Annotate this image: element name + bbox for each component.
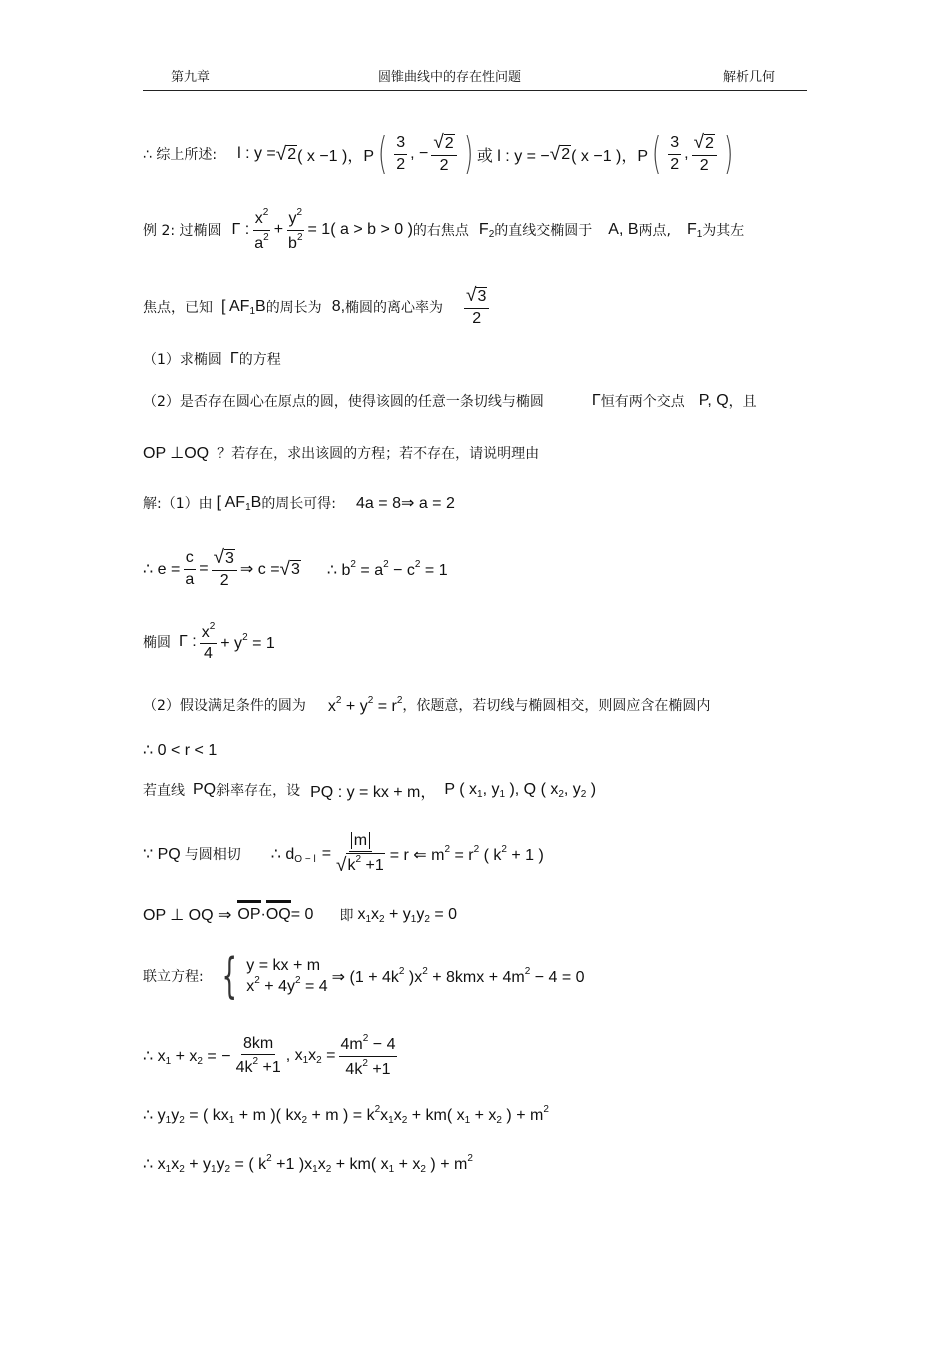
question-2-cont bbox=[143, 442, 813, 464]
fraction: $\frac{x^2}{a^2}$ bbox=[254, 207, 269, 252]
math: ∵ PQ bbox=[143, 846, 181, 863]
vector-oq: OQ bbox=[265, 906, 291, 923]
math: 4a = 8⇒ a = 2 bbox=[356, 495, 455, 512]
math: = 1( a > b > 0 ) bbox=[307, 221, 413, 238]
text: 解:（1）由 bbox=[143, 496, 213, 512]
sqrt: √ 3 bbox=[279, 558, 300, 580]
math: OP ⊥ OQ ⇒ bbox=[143, 907, 232, 924]
fraction: √ 2 2 bbox=[692, 133, 717, 175]
line-pq-setup: 若直线 PQ 斜率存在，设 PQ : y = kx + m， P ( $x_1$, $y_1$ ), Q ( $x_2$, $y_2$ ) bbox=[143, 780, 597, 801]
fraction: $\frac{3}{2}$ bbox=[670, 134, 680, 173]
perpendicular-condition: OP ⊥ OQ ⇒ OP · OQ = 0 即 $x_1x_2 + y_1y_2 = 0$ bbox=[143, 905, 458, 925]
fraction: √ 3 2 bbox=[212, 548, 237, 590]
math: Γ : bbox=[231, 221, 250, 238]
vector-op: OP bbox=[237, 906, 261, 923]
math: ( x −1 )，P bbox=[571, 147, 649, 165]
math: = bbox=[199, 560, 209, 577]
text: 的周长为 bbox=[265, 300, 322, 316]
system: y = kx + m $x^2 + 4y^2 = 4$ bbox=[246, 956, 328, 995]
text: 即 bbox=[339, 908, 354, 924]
text: ？若存在，求出该圆的方程；若不存在，请说明理由 bbox=[217, 446, 540, 462]
text: （2）是否存在圆心在原点的圆，使得该圆的任意一条切线与椭圆 bbox=[143, 394, 544, 410]
text: （1）求椭圆 bbox=[143, 352, 222, 368]
math: ∴ e = bbox=[143, 561, 181, 578]
text: 的右焦点 bbox=[412, 223, 469, 239]
math: Γ : bbox=[179, 633, 197, 650]
fraction: $\frac{3}{2}$ bbox=[396, 134, 406, 173]
fraction: √ 3 2 bbox=[464, 286, 489, 328]
tangent-condition: ∵ PQ 与圆相切 ∴ $d_{O - l}$ = m √ $k^2 +1$ = r ⇐ $m^2 = r^2$ ( $k^2 + 1$ ) bbox=[143, 831, 544, 876]
fraction: $\frac{4m^2 - 4}{4k^2 +1}$ bbox=[340, 1033, 396, 1078]
math: 8, bbox=[331, 298, 346, 315]
text: 与圆相切 bbox=[184, 847, 241, 863]
solution-2-start: （2）假设满足条件的圆为 $x^2 + y^2 = r^2$ ，依题意，若切线与椭圆相交，则圆应含在椭圆内 bbox=[143, 694, 711, 715]
math: 或 l : y = − bbox=[476, 147, 550, 165]
math: l : y = bbox=[237, 145, 276, 162]
math: , − bbox=[410, 145, 429, 162]
math: Γ bbox=[591, 392, 601, 409]
text: 斜率存在，设 bbox=[216, 783, 301, 799]
y1y2-expansion: ∴ $y_1y_2$ = ( $kx_1 + m$ )( $kx_2 + m$ ) = $k^2x_1x_2 + km$( $x_1 + x_2$ ) + $m^2$ bbox=[143, 1104, 549, 1126]
text: 两点, bbox=[638, 223, 671, 239]
text: ，依题意，若切线与椭圆相交，则圆应含在椭圆内 bbox=[402, 698, 711, 714]
question-2 bbox=[143, 390, 813, 412]
math: PQ bbox=[193, 781, 217, 798]
math: , bbox=[684, 145, 689, 162]
math: Γ bbox=[229, 350, 239, 367]
text: 的周长可得: bbox=[261, 496, 337, 512]
header-rule bbox=[143, 90, 807, 91]
math: A, B bbox=[608, 221, 639, 238]
math: OP ⊥OQ bbox=[143, 445, 210, 462]
math: PQ : y = kx + m， bbox=[310, 783, 437, 801]
dot-product-expansion: ∴ $x_1x_2 + y_1y_2$ = ( $k^2 +1$ )$x_1x_2 + km$( $x_1 + x_2$ ) + $m^2$ bbox=[143, 1153, 473, 1175]
math: ⇒ c = bbox=[239, 561, 280, 578]
text: 椭圆 bbox=[143, 635, 171, 651]
text: ，且 bbox=[728, 394, 757, 410]
header-chapter: 第九章 bbox=[171, 70, 211, 85]
text: （2）假设满足条件的圆为 bbox=[143, 698, 306, 714]
fraction: √ 2 2 bbox=[431, 133, 456, 175]
example-2-line: 例 2: 过椭圆 Γ : $\frac{x^2}{a^2}$ + $\frac{y^2}{b^2}$ = 1( a > b > 0 ) 的右焦点 $F_2$ 的直线交椭圆于 A, B 两点, $F_1$ 为其左 bbox=[143, 207, 745, 252]
text: ∴ 综上所述: bbox=[143, 147, 218, 163]
text: 恒有两个交点 bbox=[600, 394, 685, 410]
fraction: $\frac{8km}{4k^2 +1}$ bbox=[235, 1034, 281, 1076]
summary-line: ∴ 综上所述: l : y = √ 2 ( x −1 )，P ( $\frac{3}{2}$ , − √ 2 2 ) 或 l : y = − √ 2 ( x −1 )，P ( $\frac{3}{2}$ , √ 2 2 ) bbox=[143, 128, 734, 179]
fraction: m √ $k^2 +1$ bbox=[336, 831, 384, 876]
system-of-equations: 联立方程: { y = kx + m $x^2 + 4y^2 = 4$ ⇒ ($1 + 4k^2$ )$x^2 + 8kmx + 4m^2 - 4 = 0$ bbox=[143, 948, 585, 1004]
math: P, Q bbox=[698, 392, 729, 409]
vieta-line: ∴ $x_1 + x_2$ = − $\frac{8km}{4k^2 +1}$ , $x_1x_2$ = $\frac{4m^2 - 4}{4k^2 +1}$ bbox=[143, 1033, 396, 1078]
text: 椭圆的离心率为 bbox=[345, 300, 444, 316]
question-1 bbox=[143, 348, 813, 370]
fraction: $\frac{c}{a}$ bbox=[185, 549, 195, 588]
r-range bbox=[143, 738, 813, 762]
fraction: $\frac{y^2}{b^2}$ bbox=[288, 207, 303, 252]
header-subject: 解析几何 bbox=[723, 70, 776, 85]
header-title: 圆锥曲线中的存在性问题 bbox=[378, 70, 522, 85]
text: 的方程 bbox=[238, 352, 281, 368]
math: + bbox=[273, 221, 284, 238]
math: · bbox=[260, 906, 266, 923]
eccentricity-line: ∴ e = $\frac{c}{a}$ = √ 3 2 ⇒ c = √ 3 ∴ $b^2 = a^2 - c^2 = 1$ bbox=[143, 547, 448, 589]
sqrt: √ 2 bbox=[275, 143, 297, 165]
text: 焦点，已知 bbox=[143, 300, 213, 316]
text: 联立方程: bbox=[143, 969, 204, 985]
ellipse-equation: 椭圆 Γ : $\frac{x^2}{4}$ + $y^2 = 1$ bbox=[143, 620, 275, 662]
text: 的直线交椭圆于 bbox=[494, 223, 593, 239]
math: = bbox=[321, 845, 332, 862]
math: = 0 bbox=[290, 906, 314, 923]
math: ∴ 0 < r < 1 bbox=[143, 742, 218, 759]
math: ( x −1 )，P bbox=[297, 147, 375, 165]
text: 为其左 bbox=[702, 223, 745, 239]
sqrt: √ 2 bbox=[549, 143, 571, 165]
solution-1-start: 解:（1）由 [ $AF_1B$ 的周长可得: 4a = 8⇒ a = 2 bbox=[143, 493, 455, 513]
given-line: 焦点，已知 [ $AF_1B$ 的周长为 8, 椭圆的离心率为 √ 3 2 bbox=[143, 282, 813, 332]
text: 若直线 bbox=[143, 783, 185, 799]
fraction: $\frac{x^2}{4}$ bbox=[201, 620, 216, 662]
text: 例 2: 过椭圆 bbox=[143, 223, 222, 239]
